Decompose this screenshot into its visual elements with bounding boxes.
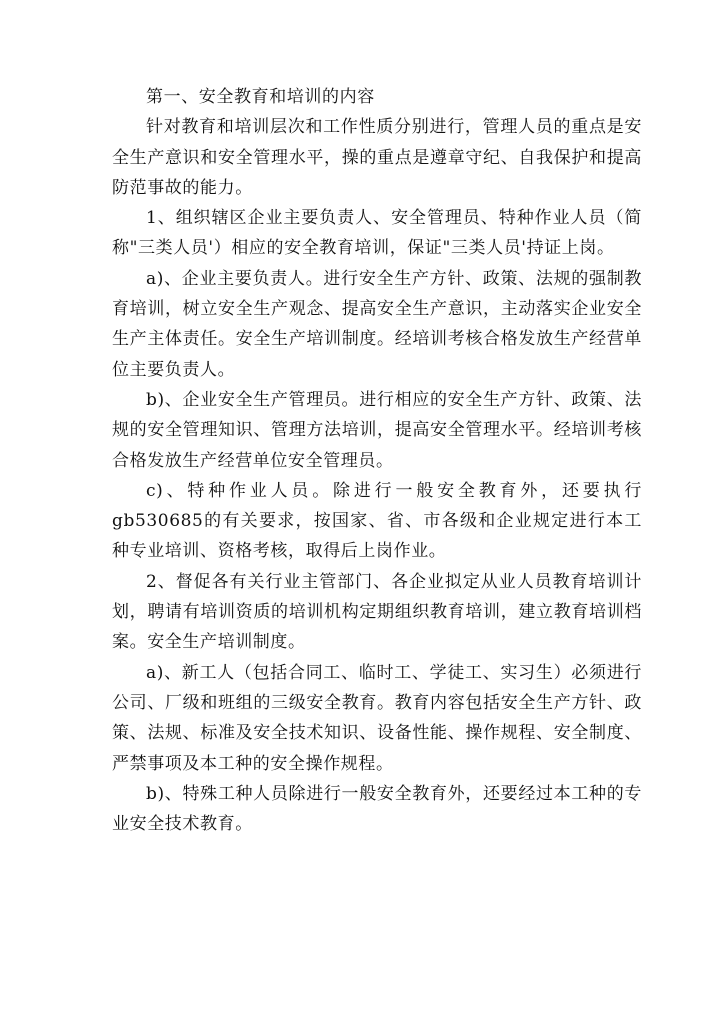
paragraph-item-1: 1、组织辖区企业主要负责人、安全管理员、特种作业人员（简称"三类人员'）相应的安全教育培训，保证"三类人员'持证上岗。 [112,208,642,259]
paragraph-item-2a: a)、新工人（包括合同工、临时工、学徒工、实习生）必须进行公司、厂级和班组的三级安全教育。教育内容包括安全生产方针、政策、法规、标准及安全技术知识、设备性能、操作规程、安全制度、严禁事项及本工种的安全操作规程。 [112,662,642,774]
paragraph-item-1a: a)、企业主要负责人。进行安全生产方针、政策、法规的强制教育培训，树立安全生产观念、提高安全生产意识，主动落实企业安全生产主体责任。安全生产培训制度。经培训考核合格发放生产经营单位主要负责人。 [112,268,642,380]
section-heading: 第一、安全教育和培训的内容 [146,87,375,107]
paragraph-item-1c: c)、特种作业人员。除进行一般安全教育外，还要执行gb530685的有关要求，按国家、省、市各级和企业规定进行本工种专业培训、资格考核，取得后上岗作业。 [112,480,642,562]
paragraph-item-2b: b)、特殊工种人员除进行一般安全教育外，还要经过本工种的专业安全技术教育。 [112,783,642,835]
paragraph-item-2: 2、督促各有关行业主管部门、各企业拟定从业人员教育培训计划，聘请有培训资质的培训机构定期组织教育培训，建立教育培训档案。安全生产培训制度。 [112,571,642,653]
document-body [112,82,642,839]
paragraph-item-1b: b)、企业安全生产管理员。进行相应的安全生产方针、政策、法规的安全管理知识、管理方法培训，提高安全管理水平。经培训考核合格发放生产经营单位安全管理员。 [112,389,642,471]
paragraph-intro: 针对教育和培训层次和工作性质分别进行，管理人员的重点是安全生产意识和安全管理水平，操的重点是遵章守纪、自我保护和提高防范事故的能力。 [112,117,642,198]
